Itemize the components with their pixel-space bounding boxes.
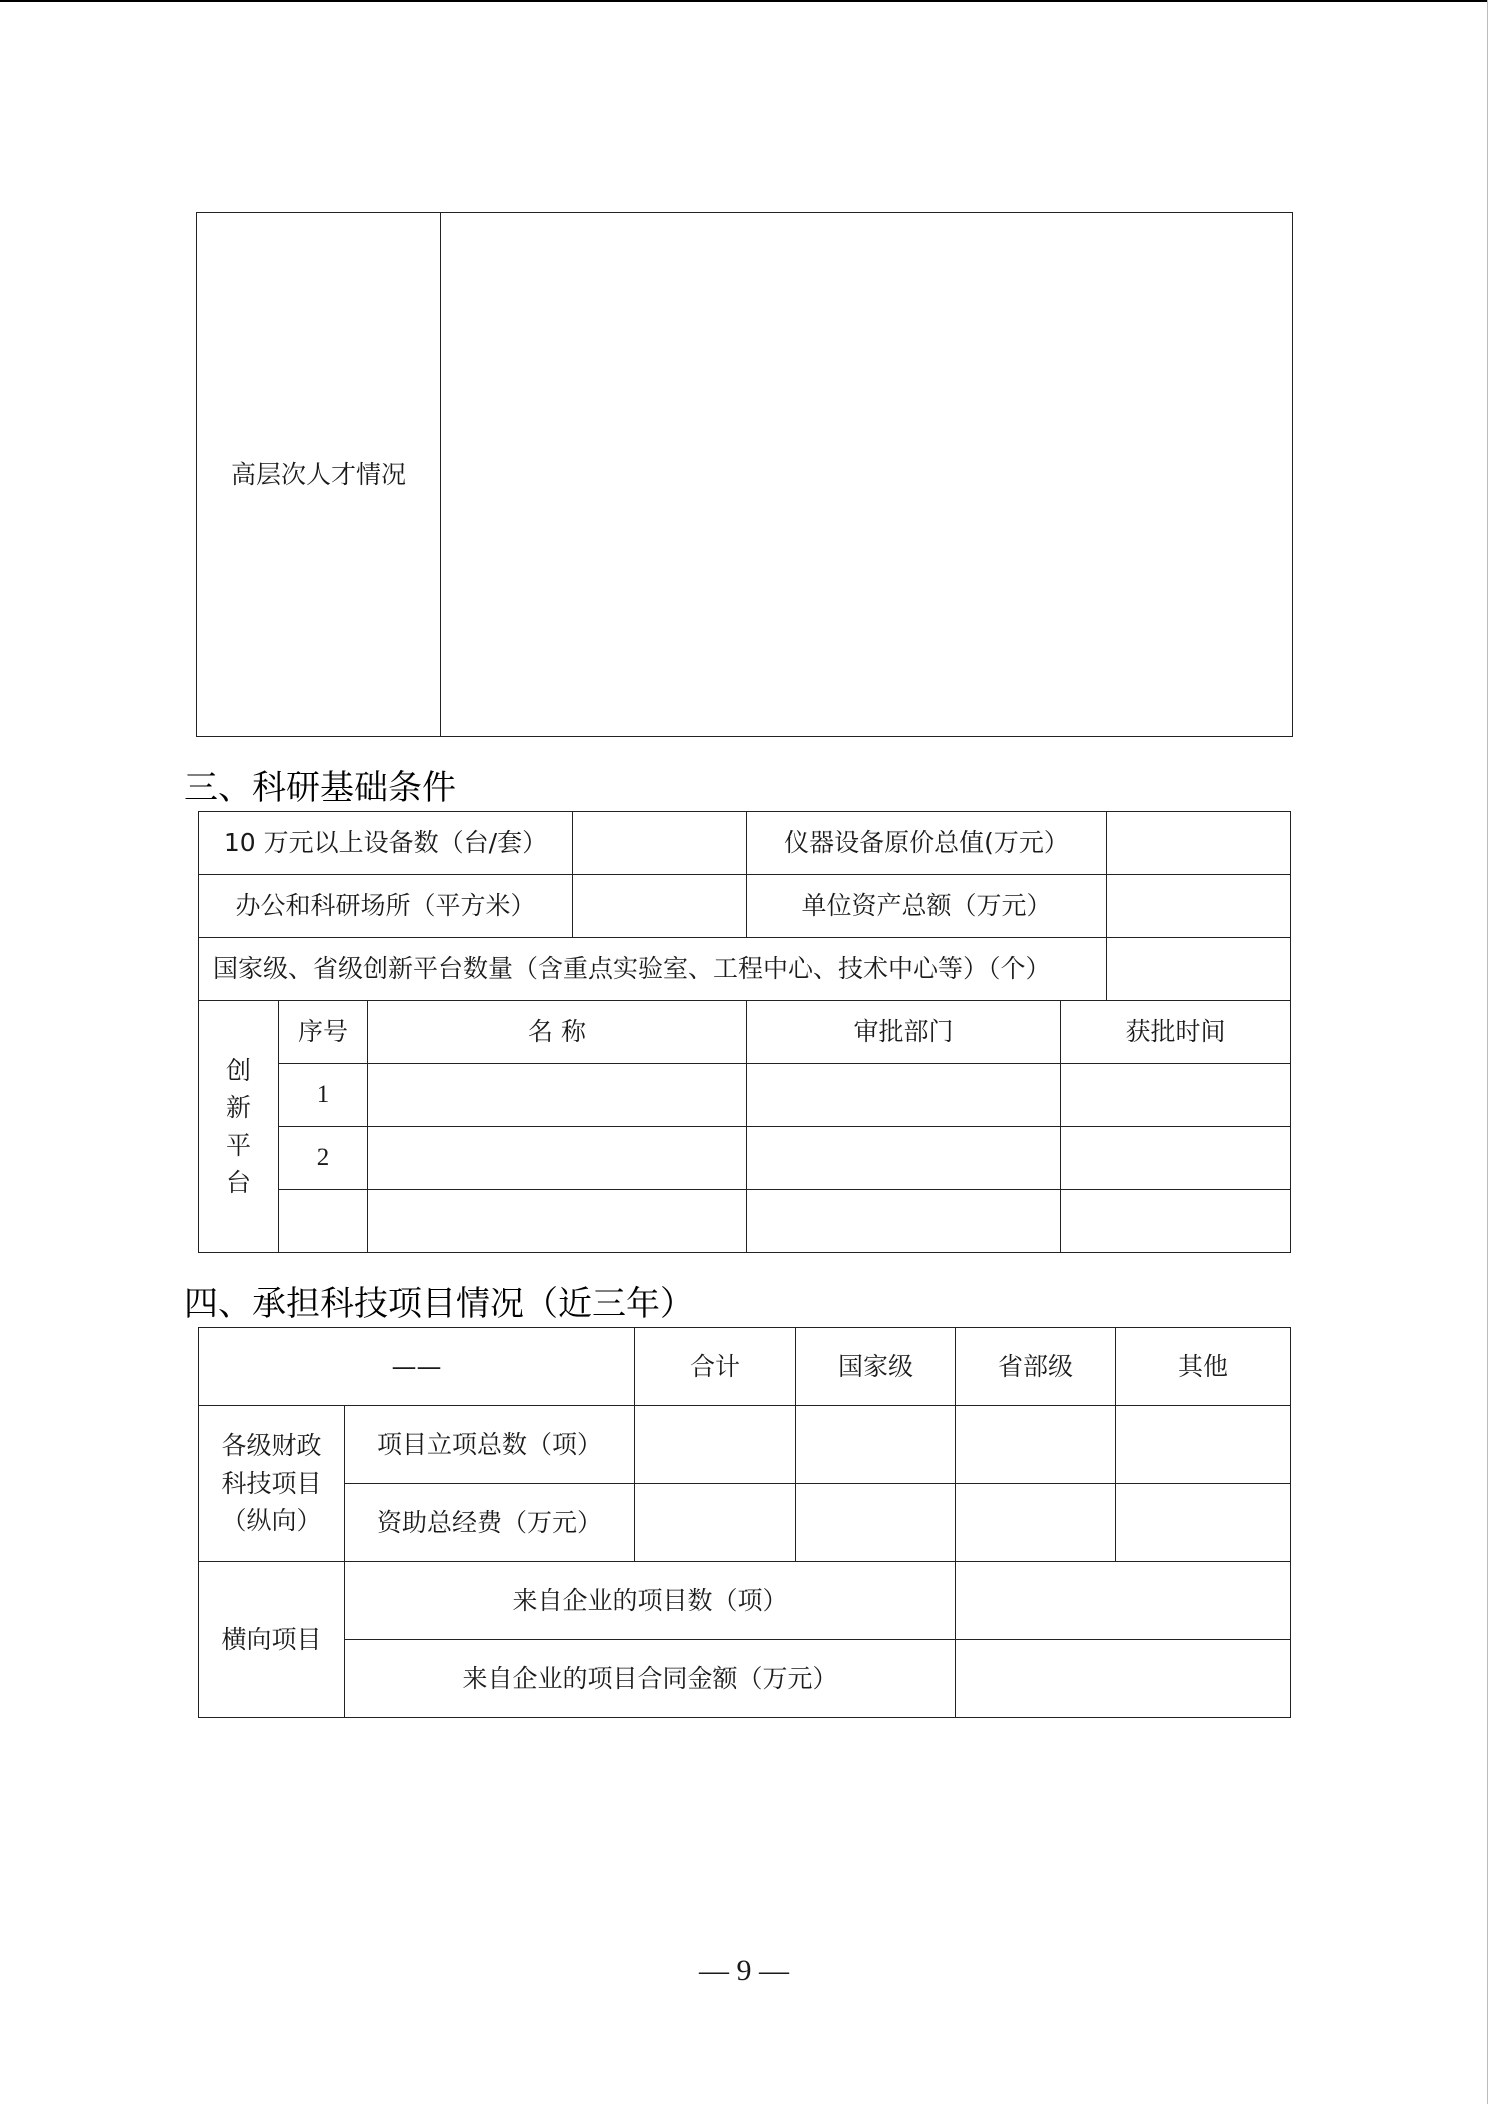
projects-table [198, 1327, 1291, 1718]
platform-group-char: 平 [225, 1130, 251, 1160]
funding-national[interactable] [796, 1484, 956, 1562]
platform-count-label: 国家级、省级创新平台数量（含重点实验室、工程中心、技术中心等）（个） [199, 938, 1107, 1001]
projects-header-national: 国家级 [796, 1328, 956, 1406]
talent-table [196, 212, 1293, 737]
funding-total[interactable] [635, 1484, 796, 1562]
platform-index: 2 [279, 1127, 368, 1190]
platform-header-index: 序号 [279, 1001, 368, 1064]
group-label-line: 各级财政 [221, 1431, 322, 1461]
platform-name-cell[interactable] [368, 1190, 747, 1253]
platform-dept-cell[interactable] [747, 1064, 1061, 1127]
equipment-count-label: 10 万元以上设备数（台/套） [199, 812, 573, 875]
instrument-value-label: 仪器设备原价总值(万元） [747, 812, 1107, 875]
platform-dept-cell[interactable] [747, 1190, 1061, 1253]
project-count-other[interactable] [1116, 1406, 1291, 1484]
platform-row [199, 1127, 1291, 1190]
platform-group-char: 创 [225, 1055, 251, 1085]
projects-header-provincial: 省部级 [956, 1328, 1116, 1406]
talent-label: 高层次人才情况 [197, 213, 441, 737]
platform-row [199, 1064, 1291, 1127]
platform-index[interactable] [279, 1190, 368, 1253]
talent-content-cell[interactable] [441, 213, 1293, 737]
vertical-projects-group-label [199, 1406, 345, 1562]
projects-header-blank: —— [199, 1328, 635, 1406]
projects-header-other: 其他 [1116, 1328, 1291, 1406]
platform-dept-cell[interactable] [747, 1127, 1061, 1190]
project-count-total[interactable] [635, 1406, 796, 1484]
platform-group-label [199, 1001, 279, 1253]
horizontal-projects-group-label: 横向项目 [199, 1562, 345, 1718]
funding-provincial[interactable] [956, 1484, 1116, 1562]
enterprise-contract-amount-label: 来自企业的项目合同金额（万元） [345, 1640, 956, 1718]
platform-date-cell[interactable] [1061, 1190, 1291, 1253]
project-count-provincial[interactable] [956, 1406, 1116, 1484]
group-label-line: （纵向） [221, 1506, 322, 1536]
office-area-value[interactable] [573, 875, 747, 938]
platform-header-dept: 审批部门 [747, 1001, 1061, 1064]
total-assets-label: 单位资产总额（万元） [747, 875, 1107, 938]
funding-other[interactable] [1116, 1484, 1291, 1562]
group-label-line: 科技项目 [221, 1468, 322, 1498]
instrument-value-cell[interactable] [1107, 812, 1291, 875]
top-border-line [0, 0, 1488, 2]
research-conditions-table [198, 811, 1291, 1253]
platform-index: 1 [279, 1064, 368, 1127]
platform-name-cell[interactable] [368, 1064, 747, 1127]
section3-heading: 三、科研基础条件 [184, 768, 456, 808]
platform-count-value[interactable] [1107, 938, 1291, 1001]
page-number: — 9 — [699, 1954, 789, 1987]
platform-row [199, 1190, 1291, 1253]
office-area-label: 办公和科研场所（平方米） [199, 875, 573, 938]
platform-header-name: 名 称 [368, 1001, 747, 1064]
enterprise-project-count-value[interactable] [956, 1562, 1291, 1640]
enterprise-project-count-label: 来自企业的项目数（项） [345, 1562, 956, 1640]
total-assets-value[interactable] [1107, 875, 1291, 938]
funding-label: 资助总经费（万元） [345, 1484, 635, 1562]
project-count-national[interactable] [796, 1406, 956, 1484]
equipment-count-value[interactable] [573, 812, 747, 875]
section4-heading: 四、承担科技项目情况（近三年） [184, 1284, 694, 1324]
project-count-label: 项目立项总数（项） [345, 1406, 635, 1484]
platform-date-cell[interactable] [1061, 1064, 1291, 1127]
projects-header-total: 合计 [635, 1328, 796, 1406]
platform-date-cell[interactable] [1061, 1127, 1291, 1190]
platform-group-char: 台 [225, 1168, 251, 1197]
enterprise-contract-amount-value[interactable] [956, 1640, 1291, 1718]
platform-name-cell[interactable] [368, 1127, 747, 1190]
platform-header-date: 获批时间 [1061, 1001, 1291, 1064]
platform-group-char: 新 [225, 1093, 251, 1122]
